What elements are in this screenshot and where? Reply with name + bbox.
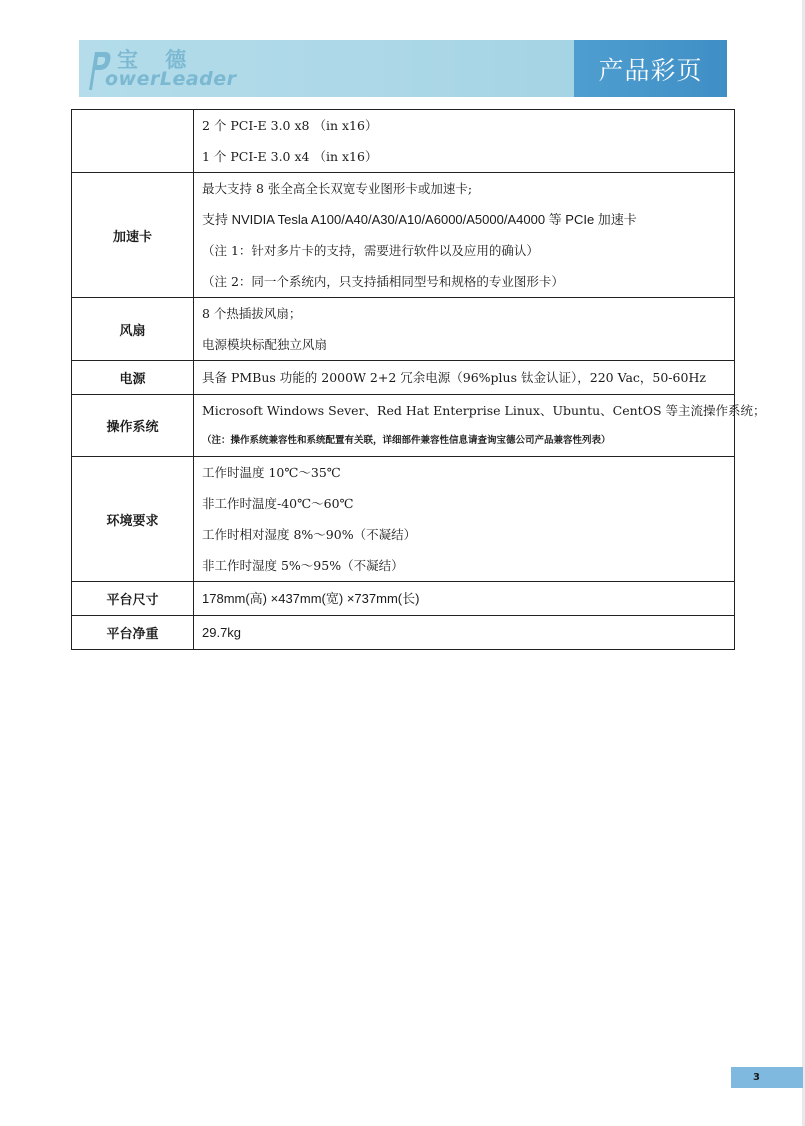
row-value [194, 616, 735, 650]
page-number: 3 [731, 1067, 803, 1088]
row-value [194, 298, 735, 361]
value-line: 工作时相对湿度 8%～90%（不凝结） [202, 527, 417, 542]
spec-table [71, 109, 766, 650]
value-line: 178mm(高) ×437mm(宽) ×737mm(长) [202, 591, 420, 606]
row-value [194, 582, 735, 616]
value-line: （注 2：同一个系统内，只支持插相同型号和规格的专业图形卡） [202, 274, 564, 289]
value-line: Microsoft Windows Sever、Red Hat Enterprise Linux、Ubuntu、CentOS 等主流操作系统； [202, 403, 766, 418]
logo-chinese-text: 宝 德 [117, 47, 197, 72]
value-line: 电源模块标配独立风扇 [202, 337, 328, 352]
table-row [72, 616, 735, 650]
value-line: 具备 PMBus 功能的 2000W 2+2 冗余电源（96%plus 钛金认证），220 Vac，50-60Hz [202, 370, 706, 385]
value-note: （注：操作系统兼容性和系统配置有关联，详细部件兼容性信息请查询宝德公司产品兼容性列表） [202, 435, 611, 446]
row-label: 加速卡 [72, 173, 194, 298]
table-row [72, 395, 735, 457]
row-label: 平台尺寸 [72, 582, 194, 616]
value-line: 29.7kg [202, 625, 242, 640]
value-line: （注 1：针对多片卡的支持，需要进行软件以及应用的确认） [202, 243, 539, 258]
value-line: 非工作时温度-40℃～60℃ [202, 496, 354, 511]
row-value [194, 395, 766, 457]
table-row [72, 361, 735, 395]
row-value [194, 457, 735, 582]
row-label: 平台净重 [72, 616, 194, 650]
value-line: 最大支持 8 张全高全长双宽专业图形卡或加速卡; [202, 181, 473, 196]
row-label: 环境要求 [72, 457, 194, 582]
value-line: 1 个 PCI-E 3.0 x4 （in x16） [202, 149, 378, 164]
row-value [194, 173, 735, 298]
row-value [194, 110, 735, 173]
value-line: 2 个 PCI-E 3.0 x8 （in x16） [202, 118, 378, 133]
value-line: 支持 NVIDIA Tesla A100/A40/A30/A10/A6000/A5000/A4000 等 PCIe 加速卡 [202, 212, 637, 227]
logo-english-text: owerLeader [105, 68, 237, 90]
table-row [72, 110, 735, 173]
row-label [72, 110, 194, 173]
row-label: 电源 [72, 361, 194, 395]
header-banner [79, 40, 727, 97]
value-line: 8 个热插拔风扇； [202, 306, 302, 321]
row-label: 操作系统 [72, 395, 194, 457]
table-row [72, 173, 735, 298]
page-title: 产品彩页 [574, 40, 727, 97]
row-value [194, 361, 735, 395]
value-line: 非工作时湿度 5%～95%（不凝结） [202, 558, 404, 573]
row-label: 风扇 [72, 298, 194, 361]
value-line: 工作时温度 10℃～35℃ [202, 465, 341, 480]
table-row [72, 582, 735, 616]
table-row [72, 457, 735, 582]
table-row [72, 298, 735, 361]
